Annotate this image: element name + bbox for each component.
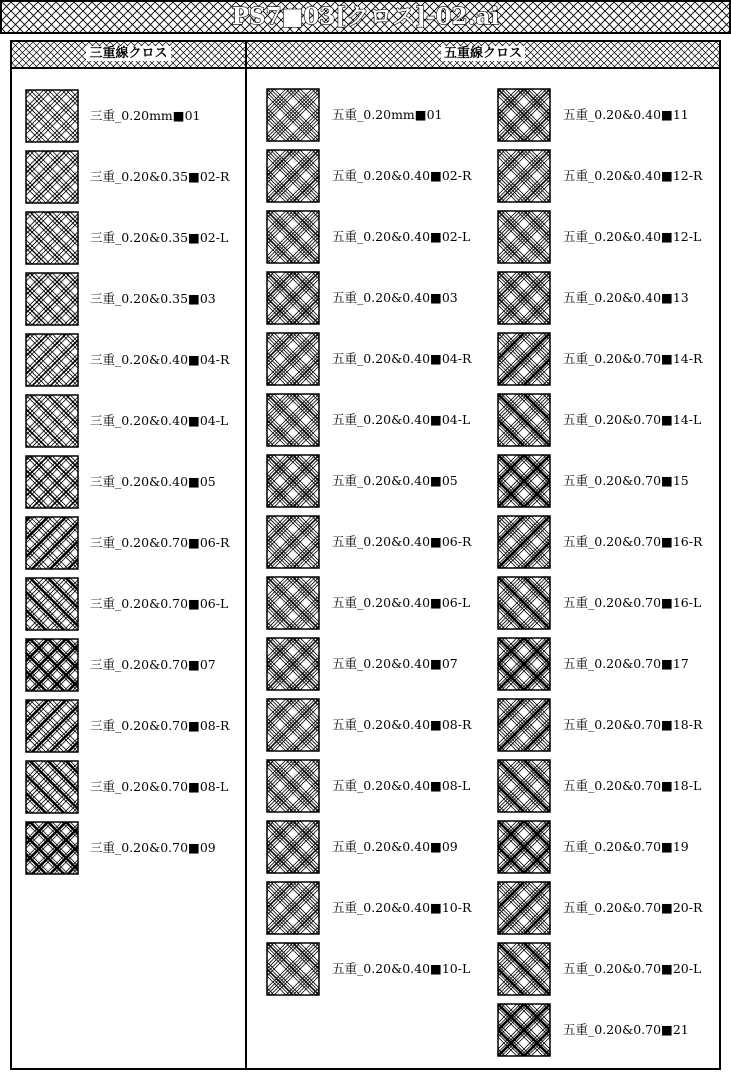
quintuple-pattern-label: 五重_0.20&0.40■02-R xyxy=(332,168,472,183)
section-title-quintuple: 五重線クロス xyxy=(441,46,525,61)
triple-pattern-swatch xyxy=(25,577,79,631)
quintuple-pattern-label: 五重_0.20&0.40■13 xyxy=(563,290,689,305)
quintuple-pattern-swatch xyxy=(497,210,551,264)
quintuple-pattern-swatch xyxy=(266,515,320,569)
quintuple-pattern-label: 五重_0.20&0.40■12-R xyxy=(563,168,703,183)
section-title-triple: 三重線クロス xyxy=(86,46,170,61)
triple-pattern-swatch xyxy=(25,638,79,692)
quintuple-pattern-swatch xyxy=(497,820,551,874)
quintuple-pattern-swatch xyxy=(266,332,320,386)
quintuple-pattern-swatch xyxy=(266,637,320,691)
quintuple-pattern-swatch xyxy=(497,881,551,935)
quintuple-pattern-swatch xyxy=(497,698,551,752)
quintuple-pattern-swatch xyxy=(497,332,551,386)
quintuple-pattern-swatch xyxy=(266,698,320,752)
quintuple-pattern-swatch xyxy=(266,576,320,630)
quintuple-pattern-label: 五重_0.20&0.40■12-L xyxy=(563,229,702,244)
quintuple-pattern-label: 五重_0.20&0.40■10-L xyxy=(332,961,471,976)
triple-pattern-swatch xyxy=(25,455,79,509)
quintuple-pattern-label: 五重_0.20&0.40■11 xyxy=(563,107,689,122)
quintuple-pattern-label: 五重_0.20&0.40■09 xyxy=(332,839,458,854)
quintuple-pattern-label: 五重_0.20&0.40■10-R xyxy=(332,900,472,915)
quintuple-pattern-label: 五重_0.20&0.40■08-R xyxy=(332,717,472,732)
triple-pattern-swatch xyxy=(25,150,79,204)
quintuple-pattern-label: 五重_0.20&0.70■14-L xyxy=(563,412,702,427)
quintuple-pattern-label: 五重_0.20&0.70■18-R xyxy=(563,717,703,732)
triple-pattern-label: 三重_0.20&0.35■02-L xyxy=(90,230,229,245)
triple-pattern-swatch xyxy=(25,333,79,387)
quintuple-pattern-label: 五重_0.20&0.70■20-L xyxy=(563,961,702,976)
quintuple-pattern-swatch xyxy=(497,515,551,569)
quintuple-pattern-swatch xyxy=(497,1003,551,1057)
quintuple-pattern-label: 五重_0.20&0.70■19 xyxy=(563,839,689,854)
quintuple-pattern-swatch xyxy=(497,149,551,203)
quintuple-pattern-label: 五重_0.20&0.40■02-L xyxy=(332,229,471,244)
triple-pattern-label: 三重_0.20&0.40■04-L xyxy=(90,413,229,428)
quintuple-pattern-label: 五重_0.20&0.40■06-R xyxy=(332,534,472,549)
quintuple-pattern-label: 五重_0.20&0.40■05 xyxy=(332,473,458,488)
triple-pattern-label: 三重_0.20&0.70■09 xyxy=(90,840,216,855)
quintuple-pattern-swatch xyxy=(266,454,320,508)
quintuple-pattern-swatch xyxy=(497,576,551,630)
catalog-frame xyxy=(10,40,721,1070)
triple-pattern-label: 三重_0.20&0.70■07 xyxy=(90,657,216,672)
quintuple-pattern-swatch xyxy=(497,759,551,813)
triple-pattern-label: 三重_0.20&0.70■06-R xyxy=(90,535,230,550)
quintuple-pattern-swatch xyxy=(497,454,551,508)
quintuple-pattern-swatch xyxy=(497,393,551,447)
triple-pattern-swatch xyxy=(25,89,79,143)
quintuple-pattern-label: 五重_0.20&0.70■16-R xyxy=(563,534,703,549)
quintuple-pattern-label: 五重_0.20&0.40■08-L xyxy=(332,778,471,793)
triple-pattern-label: 三重_0.20&0.40■04-R xyxy=(90,352,230,367)
quintuple-pattern-swatch xyxy=(266,149,320,203)
quintuple-pattern-label: 五重_0.20&0.70■17 xyxy=(563,656,689,671)
triple-pattern-label: 三重_0.20&0.70■08-L xyxy=(90,779,229,794)
triple-pattern-label: 三重_0.20&0.40■05 xyxy=(90,474,216,489)
quintuple-pattern-label: 五重_0.20&0.40■07 xyxy=(332,656,458,671)
section-header-triple xyxy=(12,42,245,69)
quintuple-pattern-swatch xyxy=(266,271,320,325)
triple-pattern-label: 三重_0.20&0.70■06-L xyxy=(90,596,229,611)
quintuple-pattern-label: 五重_0.20&0.70■20-R xyxy=(563,900,703,915)
quintuple-pattern-swatch xyxy=(266,88,320,142)
quintuple-pattern-label: 五重_0.20&0.40■04-R xyxy=(332,351,472,366)
document-title: PS7■03[クロス]-02.ai xyxy=(231,3,500,30)
quintuple-pattern-label: 五重_0.20&0.70■21 xyxy=(563,1022,689,1037)
triple-pattern-swatch xyxy=(25,516,79,570)
quintuple-pattern-swatch xyxy=(497,88,551,142)
quintuple-pattern-label: 五重_0.20&0.70■15 xyxy=(563,473,689,488)
triple-pattern-label: 三重_0.20&0.70■08-R xyxy=(90,718,230,733)
section-header-quintuple xyxy=(247,42,719,69)
triple-pattern-swatch xyxy=(25,821,79,875)
quintuple-pattern-swatch xyxy=(266,393,320,447)
triple-pattern-swatch xyxy=(25,699,79,753)
quintuple-pattern-label: 五重_0.20mm■01 xyxy=(332,107,443,122)
quintuple-pattern-swatch xyxy=(266,759,320,813)
quintuple-pattern-label: 五重_0.20&0.40■04-L xyxy=(332,412,471,427)
quintuple-pattern-label: 五重_0.20&0.70■18-L xyxy=(563,778,702,793)
triple-pattern-swatch xyxy=(25,394,79,448)
triple-pattern-swatch xyxy=(25,760,79,814)
quintuple-pattern-swatch xyxy=(266,881,320,935)
title-bar xyxy=(0,0,731,34)
quintuple-pattern-swatch xyxy=(497,942,551,996)
triple-pattern-label: 三重_0.20&0.35■02-R xyxy=(90,169,230,184)
triple-pattern-label: 三重_0.20mm■01 xyxy=(90,108,201,123)
quintuple-pattern-label: 五重_0.20&0.70■16-L xyxy=(563,595,702,610)
quintuple-pattern-label: 五重_0.20&0.40■03 xyxy=(332,290,458,305)
quintuple-pattern-label: 五重_0.20&0.70■14-R xyxy=(563,351,703,366)
triple-pattern-label: 三重_0.20&0.35■03 xyxy=(90,291,216,306)
quintuple-pattern-swatch xyxy=(497,637,551,691)
triple-pattern-swatch xyxy=(25,272,79,326)
quintuple-pattern-swatch xyxy=(497,271,551,325)
column-divider xyxy=(245,42,247,1068)
quintuple-pattern-swatch xyxy=(266,942,320,996)
quintuple-pattern-swatch xyxy=(266,210,320,264)
triple-pattern-swatch xyxy=(25,211,79,265)
quintuple-pattern-swatch xyxy=(266,820,320,874)
quintuple-pattern-label: 五重_0.20&0.40■06-L xyxy=(332,595,471,610)
